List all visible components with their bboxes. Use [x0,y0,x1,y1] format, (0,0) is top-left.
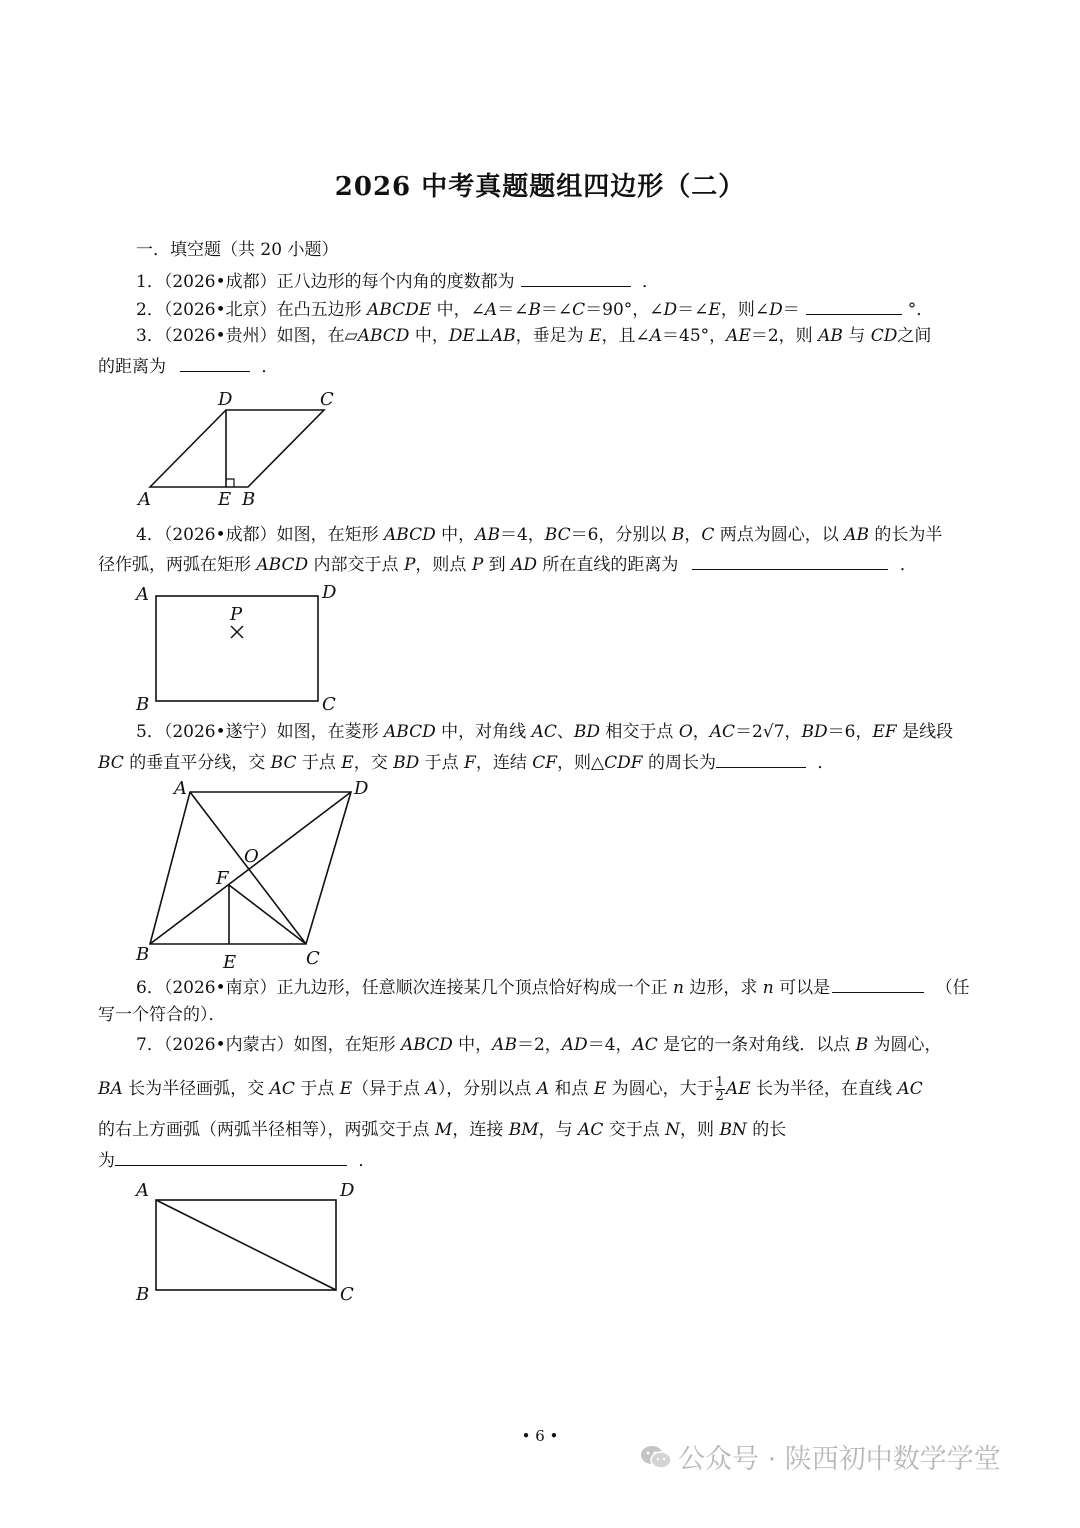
fig7-label-a: A [136,1180,149,1201]
question-3-line-2: 的距离为 ． [98,351,988,381]
question-2: 2．（2026•北京）在凸五边形 ABCDE 中，∠A＝∠B＝∠C＝90°，∠D＝∠E，则∠D＝ °． [136,294,988,324]
fig4-label-a: A [136,584,149,605]
fig3-label-e: E [218,489,232,510]
question-5: 5．（2026•遂宁）如图，在菱形 ABCD 中，对角线 AC、BD 相交于点 O，AC＝2√7，BD＝6，EF 是线段 [136,722,954,742]
section-heading: 一．填空题（共 20 小题） [136,240,339,260]
question-7-line-2: BA 长为半径画弧，交 AC 于点 E（异于点 A），分别以点 A 和点 E 为圆心，大于 $\frac{1}{2}$ AE 长为半径，在直线 AC [98,1075,923,1104]
question-7-line-4: 为 ． [98,1145,988,1175]
page-title: 2026 中考真题题组四边形（二） [334,172,746,202]
question-1: 1．（2026•成都）正八边形的每个内角的度数都为 ． [136,266,988,296]
wechat-icon [640,1444,672,1470]
fig7-label-b: B [136,1284,150,1305]
page-number: • 6 • [521,1427,559,1445]
question-7: 7．（2026•内蒙古）如图，在矩形 ABCD 中，AB＝2，AD＝4，AC 是它的一条对角线．以点 B 为圆心， [136,1035,942,1055]
figure-rhombus [128,776,388,976]
question-6-line-2: 写一个符合的）． [98,1005,226,1025]
fig5-label-f: F [216,868,229,889]
fig5-label-e: E [223,952,237,973]
fig5-label-d: D [354,778,369,799]
fig3-label-d: D [218,389,233,410]
question-3: 3．（2026•贵州）如图，在▱ABCD 中，DE⊥AB，垂足为 E，且∠A＝45°，AE＝2，则 AB 与 CD之间 [136,326,932,346]
fig5-label-o: O [244,846,259,867]
answer-blank-1[interactable] [521,266,631,287]
fig3-label-b: B [242,489,256,510]
fig5-label-b: B [136,944,150,965]
question-7-line-3: 的右上方画弧（两弧半径相等），两弧交于点 M，连接 BM，与 AC 交于点 N，则 BN 的长 [98,1120,787,1140]
answer-blank-3[interactable] [180,351,250,372]
figure-rectangle-p [130,580,350,715]
question-5-line-2: BC 的垂直平分线，交 BC 于点 E，交 BD 于点 F，连结 CF，则△CDF 的周长为 ． [98,747,988,777]
question-6: 6．（2026•南京）正九边形，任意顺次连接某几个顶点恰好构成一个正 n 边形，求 n 可以是 （任 [136,972,988,1002]
answer-blank-7[interactable] [115,1145,347,1166]
watermark: 公众号 · 陕西初中数学学堂 [640,1437,1001,1476]
fig3-label-a: A [138,489,151,510]
fig4-label-c: C [322,694,336,715]
answer-blank-4[interactable] [692,549,888,570]
fig5-label-c: C [306,948,320,969]
answer-blank-5[interactable] [716,747,806,768]
answer-blank-2[interactable] [806,294,902,315]
question-4-line-2: 径作弧，两弧在矩形 ABCD 内部交于点 P，则点 P 到 AD 所在直线的距离为 ． [98,549,988,579]
fig3-label-c: C [320,389,334,410]
figure-parallelogram [130,385,370,510]
fig4-label-d: D [322,582,337,603]
figure-rectangle-diagonal [130,1178,370,1308]
question-4: 4．（2026•成都）如图，在矩形 ABCD 中，AB＝4，BC＝6，分别以 B，C 两点为圆心，以 AB 的长为半 [136,525,943,545]
fig5-label-a: A [174,778,187,799]
fig7-label-d: D [340,1180,355,1201]
fig4-label-b: B [136,694,150,715]
fig4-label-p: P [230,604,243,625]
fraction-one-half: $\frac{1}{2}$ [715,1075,724,1104]
fig7-label-c: C [340,1284,354,1305]
answer-blank-6[interactable] [832,972,924,993]
